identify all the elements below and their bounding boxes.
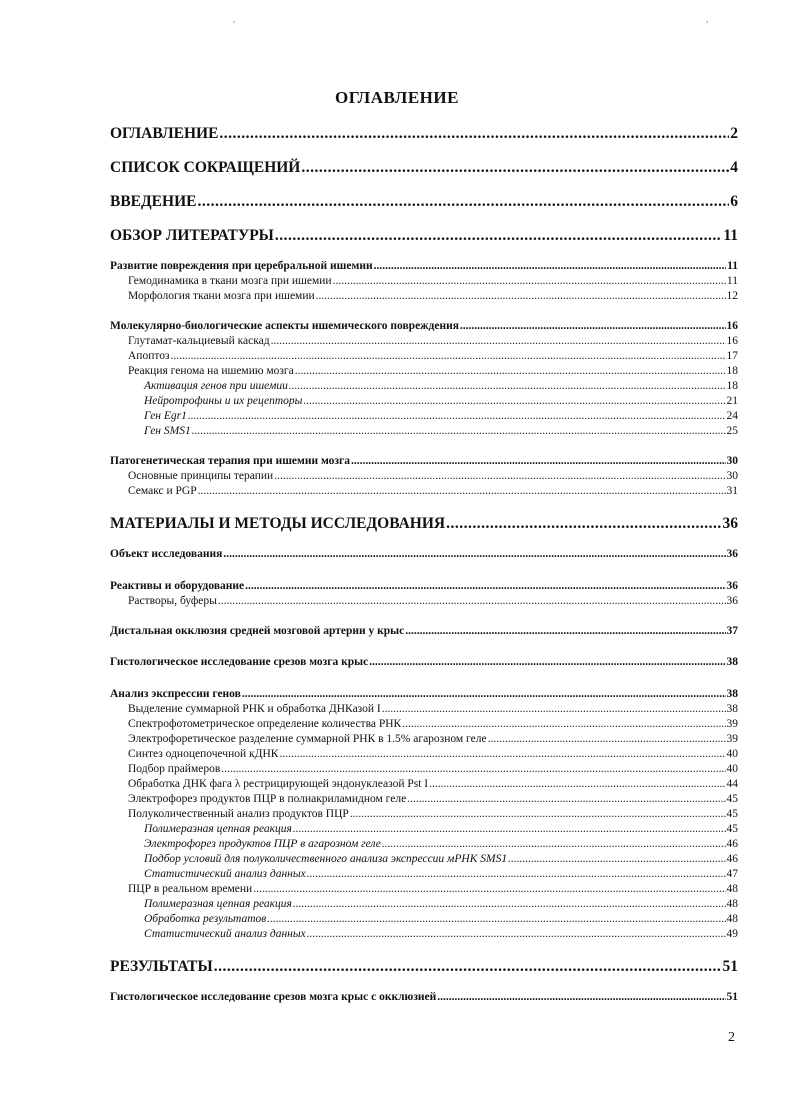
- dot-leader: [274, 470, 725, 482]
- toc-entry-title: Полимеразная цепная реакция: [144, 823, 292, 835]
- toc-entry-page: 49: [726, 928, 738, 940]
- dot-leader: [221, 763, 725, 775]
- toc-entry-page: 11: [727, 260, 738, 272]
- toc-entry-page: 11: [726, 275, 738, 287]
- toc-entry-page: 18: [726, 365, 738, 377]
- toc-entry-page: 6: [730, 193, 738, 210]
- dot-leader: [407, 793, 725, 805]
- toc-entry[interactable]: [110, 515, 738, 533]
- toc-entry-page: 45: [726, 808, 738, 820]
- toc-entry-page: 39: [726, 733, 738, 745]
- toc-entry[interactable]: [110, 227, 738, 245]
- toc-entry-title: Гистологическое исследование срезов мозга крыс: [110, 656, 369, 668]
- toc-entry[interactable]: [110, 958, 738, 976]
- toc-entry-title: ОГЛАВЛЕНИЕ: [110, 125, 219, 142]
- toc-entry-title: Ген SMS1: [144, 425, 191, 437]
- page-title: ОГЛАВЛЕНИЕ: [335, 88, 459, 107]
- toc-entry-title: Молекулярно-биологические аспекты ишемического повреждения: [110, 320, 459, 332]
- toc-entry-page: 44: [726, 778, 738, 790]
- toc-entry[interactable]: [110, 260, 738, 272]
- toc-entry-title: Ген Egr1: [144, 410, 187, 422]
- toc-entry[interactable]: [110, 380, 738, 392]
- toc-entry-title: ПЦР в реальном времени: [128, 883, 253, 895]
- toc-entry-page: 12: [726, 290, 738, 302]
- toc-entry-title: Подбор праймеров: [128, 763, 221, 775]
- toc-entry-page: 16: [726, 320, 738, 332]
- toc-entry-title: РЕЗУЛЬТАТЫ: [110, 958, 213, 975]
- toc-entry[interactable]: [110, 823, 738, 835]
- toc-entry[interactable]: [110, 688, 738, 700]
- toc-entry[interactable]: [110, 425, 738, 437]
- toc-entry[interactable]: [110, 763, 738, 775]
- toc-entry[interactable]: [110, 485, 738, 497]
- toc-entry-title: Глутамат-кальциевый каскад: [128, 335, 270, 347]
- toc-entry[interactable]: [110, 580, 738, 592]
- toc-entry[interactable]: [110, 853, 738, 865]
- dot-leader: [245, 580, 725, 592]
- dot-leader: [295, 365, 726, 377]
- toc-entry-title: Статистический анализ данных: [144, 868, 306, 880]
- toc-entry[interactable]: [110, 335, 738, 347]
- toc-entry-title: Гистологическое исследование срезов мозга крыс с окклюзией: [110, 991, 437, 1003]
- toc-entry-page: 39: [726, 718, 738, 730]
- toc-entry-page: 4: [730, 159, 738, 176]
- toc-entry-page: 45: [726, 793, 738, 805]
- dot-leader: [316, 290, 726, 302]
- toc-entry-title: Апоптоз: [128, 350, 170, 362]
- toc-entry-page: 46: [726, 838, 738, 850]
- toc-entry-page: 11: [723, 227, 738, 244]
- toc-entry[interactable]: [110, 410, 738, 422]
- toc-entry-page: 51: [722, 958, 738, 975]
- toc-entry[interactable]: [110, 913, 738, 925]
- toc-entry-title: Синтез одноцепочечной кДНК: [128, 748, 279, 760]
- dot-leader: [307, 928, 726, 940]
- toc-entry-page: 38: [726, 703, 738, 715]
- dot-leader: [267, 913, 725, 925]
- toc-entry-title: Статистический анализ данных: [144, 928, 306, 940]
- toc-entry-page: 40: [726, 748, 738, 760]
- toc-entry-title: Дистальная окклюзия средней мозговой артерии у крыс: [110, 625, 405, 637]
- toc-entry-title: Патогенетическая терапия при ишемии мозга: [110, 455, 351, 467]
- toc-entry-title: Обработка ДНК фага λ рестрицирующей эндонуклеазой Pst I: [128, 778, 429, 790]
- toc-entry[interactable]: [110, 470, 738, 482]
- toc-entry[interactable]: [110, 703, 738, 715]
- toc-entry-title: СПИСОК СОКРАЩЕНИЙ: [110, 159, 301, 176]
- dot-leader: [279, 748, 725, 760]
- toc-entry-title: Гемодинамика в ткани мозга при ишемии: [128, 275, 332, 287]
- dot-leader: [437, 991, 725, 1003]
- toc-entry-page: 48: [726, 913, 738, 925]
- toc-entry-title: Электрофорез продуктов ПЦР в агарозном геле: [144, 838, 381, 850]
- dot-leader: [488, 733, 726, 745]
- toc-entry-title: ВВЕДЕНИЕ: [110, 193, 197, 210]
- dot-leader: [271, 335, 726, 347]
- dot-leader: [303, 395, 725, 407]
- toc-entry-title: Анализ экспрессии генов: [110, 688, 241, 700]
- dot-leader: [307, 868, 726, 880]
- toc-entry-page: 36: [726, 580, 738, 592]
- toc-entry-title: Электрофоретическое разделение суммарной РНК в 1.5% агарозном геле: [128, 733, 487, 745]
- toc-entry[interactable]: [110, 883, 738, 895]
- toc-entry-title: Основные принципы терапии: [128, 470, 274, 482]
- toc-entry-title: Реактивы и оборудование: [110, 580, 245, 592]
- toc-entry-page: 48: [726, 898, 738, 910]
- dot-leader: [197, 193, 729, 211]
- toc-entry[interactable]: [110, 290, 738, 302]
- toc-entry-title: Нейротрофины и их рецепторы: [144, 395, 303, 407]
- toc-entry-page: 36: [726, 548, 738, 560]
- dot-leader: [402, 718, 725, 730]
- dot-leader: [333, 275, 726, 287]
- dot-leader: [429, 778, 725, 790]
- toc-entry[interactable]: [110, 395, 738, 407]
- toc-entry[interactable]: [110, 733, 738, 745]
- toc-entry-page: 36: [726, 595, 738, 607]
- toc-entry[interactable]: [110, 748, 738, 760]
- toc-entry[interactable]: [110, 868, 738, 880]
- toc-entry[interactable]: [110, 778, 738, 790]
- dot-leader: [242, 688, 726, 700]
- dot-leader: [223, 548, 725, 560]
- dot-leader: [369, 656, 725, 668]
- dot-leader: [293, 898, 726, 910]
- toc-entry[interactable]: [110, 898, 738, 910]
- toc-entry-page: 48: [726, 883, 738, 895]
- toc-entry[interactable]: [110, 625, 738, 637]
- toc-entry-page: 30: [726, 470, 738, 482]
- toc-entry-page: 25: [726, 425, 738, 437]
- dot-leader: [382, 838, 726, 850]
- dot-leader: [171, 350, 726, 362]
- toc-entry-title: Выделение суммарной РНК и обработка ДНКазой I: [128, 703, 381, 715]
- toc-entry-title: Полуколичественный анализ продуктов ПЦР: [128, 808, 349, 820]
- dot-leader: [508, 853, 725, 865]
- scan-mark: ,: [233, 14, 236, 24]
- dot-leader: [446, 515, 721, 533]
- toc-entry-page: 17: [726, 350, 738, 362]
- toc-entry[interactable]: [110, 548, 738, 560]
- toc-entry-page: 37: [726, 625, 738, 637]
- toc-entry-title: Семакс и PGP: [128, 485, 197, 497]
- dot-leader: [293, 823, 726, 835]
- toc-entry-page: 30: [726, 455, 738, 467]
- toc-entry-title: Реакция генома на ишемию мозга: [128, 365, 294, 377]
- toc-entry-title: МАТЕРИАЛЫ И МЕТОДЫ ИССЛЕДОВАНИЯ: [110, 515, 446, 532]
- toc-entry-page: 40: [726, 763, 738, 775]
- toc-entry-page: 21: [726, 395, 738, 407]
- dot-leader: [350, 808, 726, 820]
- toc-entry-title: Растворы, буферы: [128, 595, 217, 607]
- toc-entry[interactable]: [110, 928, 738, 940]
- dot-leader: [351, 455, 725, 467]
- toc-entry-title: ОБЗОР ЛИТЕРАТУРЫ: [110, 227, 274, 244]
- toc-entry-title: Обработка результатов: [144, 913, 267, 925]
- dot-leader: [289, 380, 726, 392]
- dot-leader: [275, 227, 722, 245]
- toc-entry[interactable]: [110, 595, 738, 607]
- dot-leader: [192, 425, 726, 437]
- dot-leader: [214, 958, 722, 976]
- toc-entry-page: 16: [726, 335, 738, 347]
- dot-leader: [253, 883, 725, 895]
- toc-entry-page: 24: [726, 410, 738, 422]
- toc-entry[interactable]: [110, 455, 738, 467]
- toc-entry-title: Электрофорез продуктов ПЦР в полиакриламидном геле: [128, 793, 407, 805]
- toc-entry-page: 47: [726, 868, 738, 880]
- toc-entry[interactable]: [110, 159, 738, 177]
- dot-leader: [405, 625, 725, 637]
- scan-mark: ,: [706, 14, 709, 24]
- toc-entry[interactable]: [110, 320, 738, 332]
- toc-entry-page: 38: [726, 656, 738, 668]
- toc-entry[interactable]: [110, 125, 738, 143]
- toc-entry[interactable]: [110, 991, 738, 1003]
- toc-entry-page: 51: [726, 991, 738, 1003]
- toc-entry[interactable]: [110, 350, 738, 362]
- toc-entry-page: 46: [726, 853, 738, 865]
- dot-leader: [198, 485, 726, 497]
- toc-entry-page: 38: [726, 688, 738, 700]
- toc-entry[interactable]: [110, 656, 738, 668]
- dot-leader: [301, 159, 729, 177]
- toc-entry[interactable]: [110, 193, 738, 211]
- dot-leader: [460, 320, 726, 332]
- toc-entry-page: 18: [726, 380, 738, 392]
- toc-entry-title: Морфология ткани мозга при ишемии: [128, 290, 315, 302]
- dot-leader: [374, 260, 727, 272]
- toc-entry-title: Подбор условий для полуколичественного анализа экспрессии мРНК SMS1: [144, 853, 508, 865]
- dot-leader: [382, 703, 726, 715]
- page-number: 2: [728, 1030, 735, 1045]
- toc-entry-page: 45: [726, 823, 738, 835]
- toc-entry-page: 2: [730, 125, 738, 142]
- toc-entry[interactable]: [110, 718, 738, 730]
- toc-entry-page: 36: [722, 515, 738, 532]
- toc-entry-title: Спектрофотометрическое определение количества РНК: [128, 718, 402, 730]
- toc-entry[interactable]: [110, 275, 738, 287]
- toc-entry[interactable]: [110, 365, 738, 377]
- dot-leader: [188, 410, 726, 422]
- dot-leader: [219, 125, 729, 143]
- toc-entry-title: Полимеразная цепная реакция: [144, 898, 292, 910]
- toc-entry[interactable]: [110, 838, 738, 850]
- dot-leader: [218, 595, 726, 607]
- toc-entry[interactable]: [110, 808, 738, 820]
- toc-entry-title: Активация генов при ишемии: [144, 380, 288, 392]
- toc-entry-page: 31: [726, 485, 738, 497]
- toc-entry-title: Объект исследования: [110, 548, 223, 560]
- toc-entry-title: Развитие повреждения при церебральной ишемии: [110, 260, 373, 272]
- toc-entry[interactable]: [110, 793, 738, 805]
